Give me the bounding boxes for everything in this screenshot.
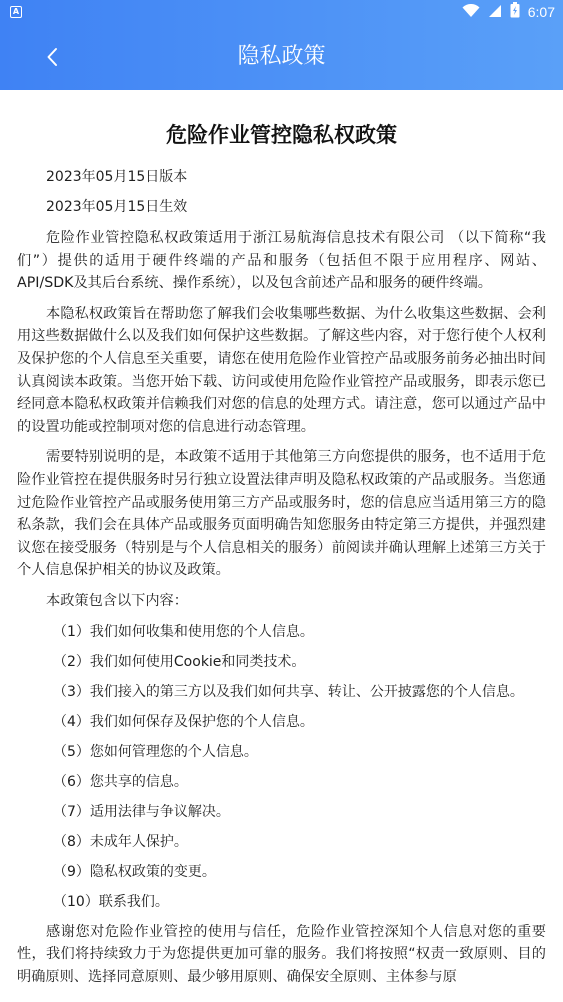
contents-item: （1）我们如何收集和使用您的个人信息。 xyxy=(53,623,314,640)
contents-intro: 本政策包含以下内容： xyxy=(46,592,188,609)
document-title: 危险作业管控隐私权政策 xyxy=(166,123,397,147)
intro-paragraph: 危险作业管控隐私权政策适用于浙江易航海信息技术有限公司 （以下简称“我们”）提供的适用于硬件终端的产品和服务（包括但不限于应用程序、网站、API/SDK及其后台系统、操作系统），以及包含前述产品和服务的硬件终端。 xyxy=(17,230,546,292)
third-party-paragraph: 需要特别说明的是，本政策不适用于其他第三方向您提供的服务，也不适用于危险作业管控在提供服务时另行独立设置法律声明及隐私权政策的产品或服务。当您通过危险作业管控产品或服务使用第三方产品或服务时，您的信息应当适用第三方的隐私条款，我们会在具体产品或服务页面明确告知您服务由特定第三方提供，并强烈建议您在接受服务（特别是与个人信息相关的服务）前阅读并确认理解上述第三方关于个人信息保护相关的协议及政策。 xyxy=(17,449,546,579)
version-line: 2023年05月15日版本 xyxy=(46,169,188,185)
policy-content[interactable] xyxy=(0,90,563,1002)
app-bar xyxy=(0,0,563,90)
page-title: 隐私政策 xyxy=(237,44,326,69)
purpose-paragraph: 本隐私权政策旨在帮助您了解我们会收集哪些数据、为什么收集这些数据、会利用这些数据做什么以及我们如何保护这些数据。了解这些内容，对于您行使个人权利及保护您的个人信息至关重要，请您在使用危险作业管控产品或服务前务必抽出时间认真阅读本政策。当您开始下载、访问或使用危险作业管控产品或服务，即表示您已经同意本隐私权政策并信赖我们对您的信息的处理方式。请注意，您可以通过产品中的设置功能或控制项对您的信息进行动态管理。 xyxy=(17,305,546,435)
contents-item: （9）隐私权政策的变更。 xyxy=(53,863,216,880)
chevron-left-icon xyxy=(46,47,58,67)
status-time: 6:07 xyxy=(527,4,555,20)
status-bar xyxy=(0,0,563,24)
status-icons xyxy=(462,2,555,22)
effective-date-line: 2023年05月15日生效 xyxy=(46,199,188,215)
contents-item: （6）您共享的信息。 xyxy=(53,773,188,790)
contents-item: （2）我们如何使用Cookie和同类技术。 xyxy=(53,653,306,670)
contents-item: （5）您如何管理您的个人信息。 xyxy=(53,743,258,760)
contents-item: （8）未成年人保护。 xyxy=(53,833,188,850)
navigation-bar xyxy=(0,24,563,90)
contents-item: （3）我们接入的第三方以及我们如何共享、转让、公开披露您的个人信息。 xyxy=(53,683,524,700)
signal-icon xyxy=(488,3,502,22)
wifi-icon xyxy=(462,3,480,22)
closing-paragraph: 感谢您对危险作业管控的使用与信任，危险作业管控深知个人信息对您的重要性，我们将持续致力于为您提供更加可靠的服务。我们将按照“权责一致原则、目的明确原则、选择同意原则、最少够用原则、确保安全原则、主体参与原 xyxy=(17,923,546,985)
back-button[interactable] xyxy=(30,35,74,79)
contents-item: （10）联系我们。 xyxy=(53,893,169,910)
contents-item: （4）我们如何保存及保护您的个人信息。 xyxy=(53,713,314,730)
battery-icon xyxy=(510,2,520,22)
app-notification-icon: A xyxy=(10,6,22,18)
contents-item: （7）适用法律与争议解决。 xyxy=(53,803,230,820)
